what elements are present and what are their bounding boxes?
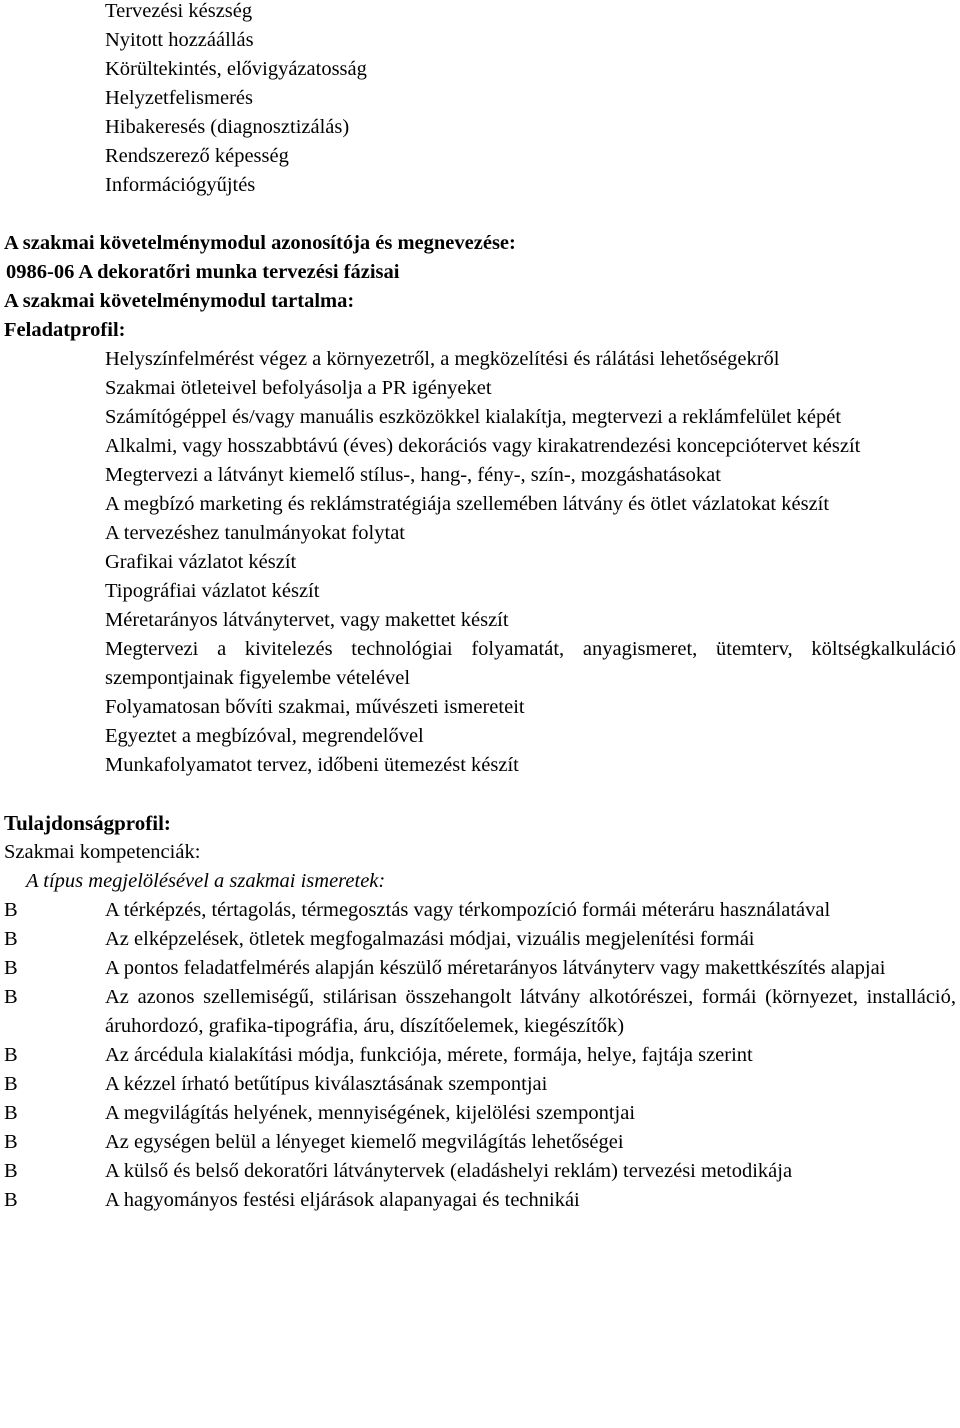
list-item: Hibakeresés (diagnosztizálás): [105, 116, 350, 138]
top-skill-list: [4, 0, 960, 200]
knowledge-item: [4, 1070, 960, 1099]
knowledge-text: A térképzés, tértagolás, térmegosztás vagy térkompozíció formái méteráru használatával: [105, 899, 831, 921]
list-item: Nyitott hozzáállás: [105, 29, 254, 51]
list-item: Szakmai ötleteivel befolyásolja a PR igényeket: [105, 377, 492, 399]
list-item: Egyeztet a megbízóval, megrendelővel: [105, 725, 424, 747]
knowledge-item: [4, 954, 960, 983]
knowledge-text: Az azonos szellemiségű, stilárisan összehangolt látvány alkotórészei, formái (környezet, installáció, áruhordozó, grafika-tipográfia, áru, díszítőelemek, kiegészítők): [105, 986, 956, 1037]
module-id-label: A szakmai követelménymodul azonosítója és megnevezése:: [4, 232, 516, 254]
knowledge-list: [4, 896, 960, 1215]
knowledge-item: [4, 1186, 960, 1215]
knowledge-text: Az egységen belül a lényeget kiemelő megvilágítás lehetőségei: [105, 1131, 624, 1153]
knowledge-text: Az elképzelések, ötletek megfogalmazási módjai, vizuális megjelenítési formái: [105, 928, 755, 950]
knowledge-text: A megvilágítás helyének, mennyiségének, kijelölési szempontjai: [105, 1102, 636, 1124]
list-item: A megbízó marketing és reklámstratégiája szellemében látvány és ötlet vázlatokat készít: [105, 493, 830, 515]
list-item: Munkafolyamatot tervez, időbeni ütemezést készít: [105, 754, 519, 776]
knowledge-item: [4, 983, 960, 1041]
knowledge-type: B: [4, 1044, 18, 1066]
list-item: Méretarányos látványtervet, vagy makettet készít: [105, 609, 509, 631]
task-list: [4, 345, 960, 780]
knowledge-text: A hagyományos festési eljárások alapanyagai és technikái: [105, 1189, 580, 1211]
knowledge-type: B: [4, 1160, 18, 1182]
knowledge-text: Az árcédula kialakítási módja, funkciója, mérete, formája, helye, fajtája szerint: [105, 1044, 753, 1066]
knowledge-text: A pontos feladatfelmérés alapján készülő méretarányos látványterv vagy makettkészítés alapjai: [105, 957, 886, 979]
knowledge-item: [4, 925, 960, 954]
list-item: Számítógéppel és/vagy manuális eszközökkel kialakítja, megtervezi a reklámfelület képét: [105, 406, 842, 428]
knowledge-item: [4, 896, 960, 925]
knowledge-text: A kézzel írható betűtípus kiválasztásának szempontjai: [105, 1073, 548, 1095]
list-item: Folyamatosan bővíti szakmai, művészeti ismereteit: [105, 696, 525, 718]
competence-label: Szakmai kompetenciák:: [4, 841, 201, 863]
module-content-label: A szakmai követelménymodul tartalma:: [4, 290, 355, 312]
list-item: Megtervezi a látványt kiemelő stílus-, hang-, fény-, szín-, mozgáshatásokat: [105, 464, 721, 486]
list-item: Megtervezi a kivitelezés technológiai folyamatát, anyagismeret, ütemterv, költségkalkuláció szempontjainak figyelembe vételével: [105, 638, 956, 689]
knowledge-type: B: [4, 986, 18, 1008]
knowledge-type: B: [4, 1073, 18, 1095]
task-profile-heading: Feladatprofil:: [4, 319, 126, 341]
knowledge-heading: A típus megjelölésével a szakmai ismeretek:: [26, 870, 386, 892]
knowledge-type: B: [4, 1189, 18, 1211]
list-item: Tipográfiai vázlatot készít: [105, 580, 320, 602]
list-item: Rendszerező képesség: [105, 145, 289, 167]
knowledge-item: [4, 1157, 960, 1186]
list-item: Helyszínfelmérést végez a környezetről, a megközelítési és rálátási lehetőségekről: [105, 348, 780, 370]
list-item: Tervezési készség: [105, 0, 253, 22]
list-item: Grafikai vázlatot készít: [105, 551, 297, 573]
list-item: Helyzetfelismerés: [105, 87, 253, 109]
knowledge-item: [4, 1128, 960, 1157]
knowledge-item: [4, 1041, 960, 1070]
knowledge-type: B: [4, 1131, 18, 1153]
knowledge-type: B: [4, 1102, 18, 1124]
property-profile-heading: Tulajdonságprofil:: [4, 811, 171, 835]
list-item: A tervezéshez tanulmányokat folytat: [105, 522, 405, 544]
list-item: Alkalmi, vagy hosszabbtávú (éves) dekorációs vagy kirakatrendezési koncepciótervet készít: [105, 435, 861, 457]
list-item: Információgyűjtés: [105, 174, 256, 196]
list-item: Körültekintés, elővigyázatosság: [105, 58, 367, 80]
knowledge-type: B: [4, 928, 18, 950]
knowledge-item: [4, 1099, 960, 1128]
module-id-value: 0986-06 A dekoratőri munka tervezési fázisai: [6, 261, 400, 283]
knowledge-type: B: [4, 957, 18, 979]
knowledge-type: B: [4, 899, 18, 921]
knowledge-text: A külső és belső dekoratőri látványtervek (eladáshelyi reklám) tervezési metodikája: [105, 1160, 793, 1182]
